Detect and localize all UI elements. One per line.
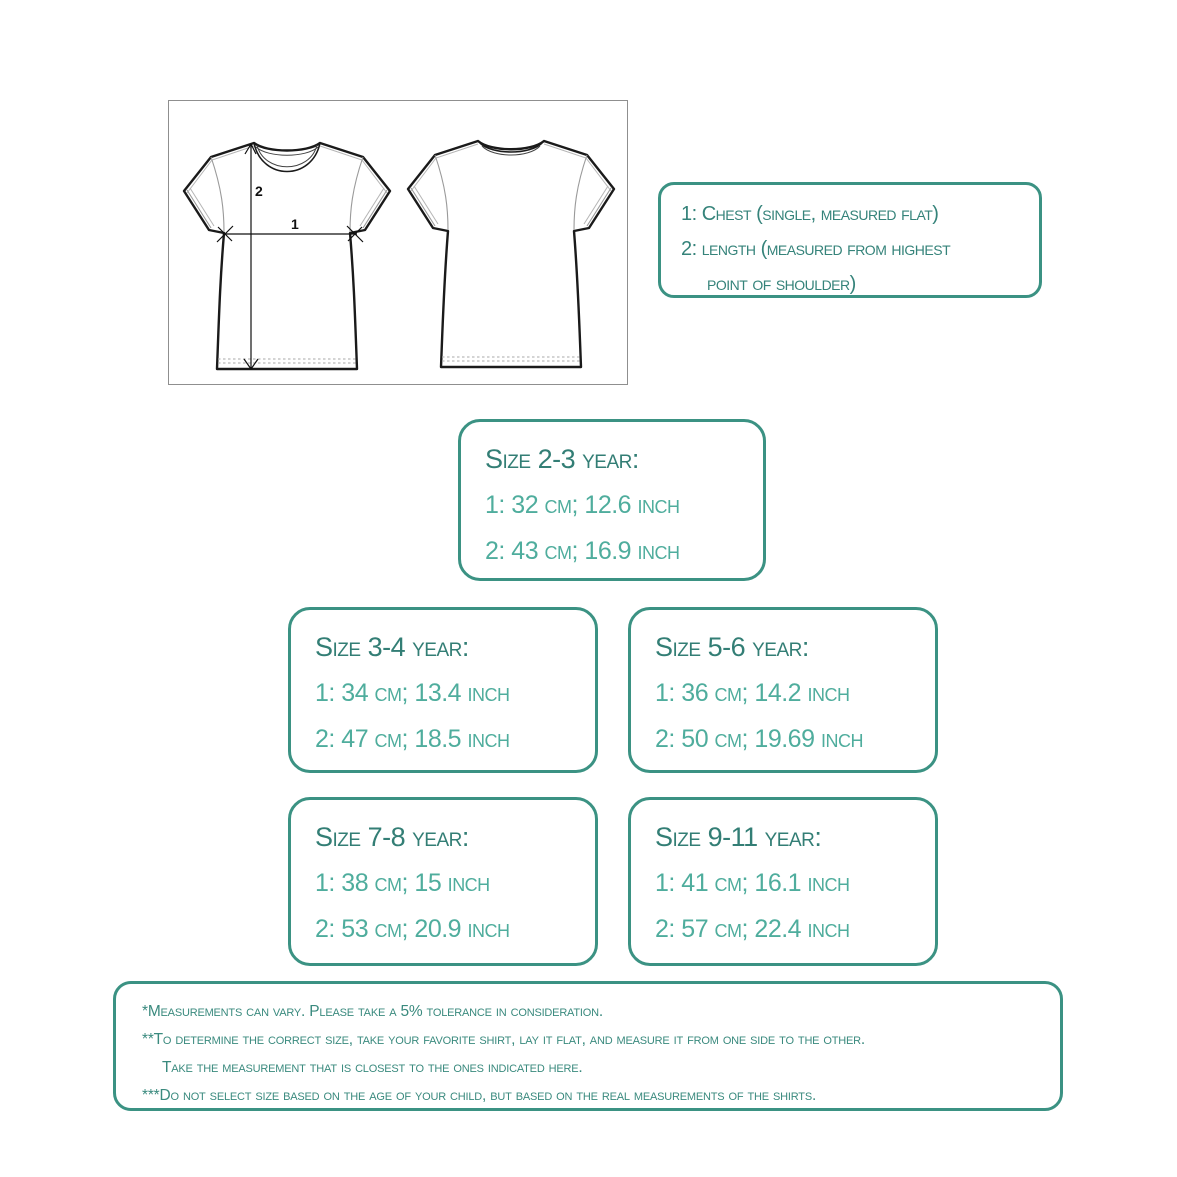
size-box-7-8-year	[288, 797, 598, 966]
size-title: Size 9-11 year:	[655, 822, 822, 852]
tshirt-drawing	[169, 101, 627, 384]
legend-line-3: point of shoulder)	[707, 273, 856, 295]
footnote-line-2: **To determine the correct size, take your favorite shirt, lay it flat, and measure it from one side to the other.	[142, 1031, 866, 1048]
footnote-box	[113, 981, 1063, 1111]
size-length-measurement: 2: 50 cm; 19.69 inch	[655, 725, 863, 753]
tshirt-back-drawing	[408, 141, 614, 367]
footnote-line-1: *Measurements can vary. Please take a 5% tolerance in consideration.	[142, 1003, 603, 1020]
size-length-measurement: 2: 57 cm; 22.4 inch	[655, 915, 850, 943]
legend-line-2: 2: length (measured from highest	[681, 238, 951, 260]
footnote-line-3: Take the measurement that is closest to the ones indicated here.	[162, 1059, 583, 1076]
size-title: Size 5-6 year:	[655, 632, 809, 662]
size-length-measurement: 2: 47 cm; 18.5 inch	[315, 725, 510, 753]
size-chest-measurement: 1: 34 cm; 13.4 inch	[315, 679, 510, 707]
measure-label-1: 1	[291, 216, 299, 232]
tshirt-front-drawing	[184, 143, 390, 369]
legend-line-1: 1: Chest (single, measured flat)	[681, 203, 939, 225]
size-title: Size 2-3 year:	[485, 444, 639, 474]
size-title: Size 7-8 year:	[315, 822, 469, 852]
size-chest-measurement: 1: 36 cm; 14.2 inch	[655, 679, 850, 707]
size-chest-measurement: 1: 38 cm; 15 inch	[315, 869, 490, 897]
size-length-measurement: 2: 43 cm; 16.9 inch	[485, 537, 680, 565]
footnote-line-4: ***Do not select size based on the age of your child, but based on the real measurements of the shirts.	[142, 1087, 817, 1104]
size-box-2-3-year	[458, 419, 766, 581]
measure-label-2: 2	[255, 183, 263, 199]
size-title: Size 3-4 year:	[315, 632, 469, 662]
tshirt-diagram	[168, 100, 628, 385]
size-box-5-6-year	[628, 607, 938, 773]
legend-box	[658, 182, 1042, 298]
size-box-3-4-year	[288, 607, 598, 773]
size-length-measurement: 2: 53 cm; 20.9 inch	[315, 915, 510, 943]
size-chest-measurement: 1: 32 cm; 12.6 inch	[485, 491, 680, 519]
size-chest-measurement: 1: 41 cm; 16.1 inch	[655, 869, 850, 897]
size-box-9-11-year	[628, 797, 938, 966]
